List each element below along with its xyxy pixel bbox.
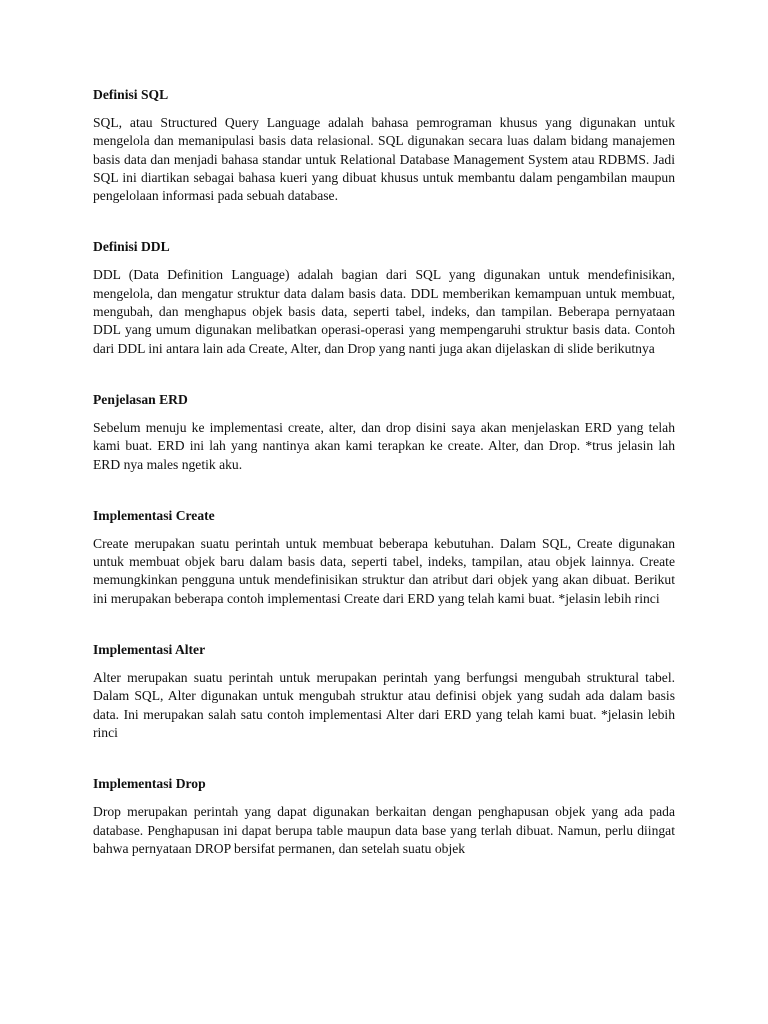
section-penjelasan-erd	[93, 391, 675, 474]
section-paragraph: SQL, atau Structured Query Language adalah bahasa pemrograman khusus yang digunakan untuk mengelola dan memanipulasi basis data relasional. SQL digunakan secara luas dalam bidang manajemen basis data dan menjadi bahasa standar untuk Relational Database Management System atau RDBMS. Jadi SQL ini diartikan sebagai bahasa kueri yang dibuat khusus untuk membantu dalam pengambilan maupun pengelolaan informasi pada sebuah database.	[93, 115, 675, 204]
section-implementasi-create	[93, 507, 675, 608]
section-heading: Implementasi Alter	[93, 642, 206, 658]
section-heading: Definisi DDL	[93, 239, 170, 255]
section-heading: Definisi SQL	[93, 87, 169, 102]
document-page	[93, 86, 675, 891]
section-paragraph: Create merupakan suatu perintah untuk membuat beberapa kebutuhan. Dalam SQL, Create digunakan untuk membuat objek baru dalam basis data, seperti tabel, indeks, tampilan, atau objek lainnya. Create memungkinkan pengguna untuk mendefinisikan struktur dan atribut dari objek yang akan dibuat. Berikut ini merupakan beberapa contoh implementasi Create dari ERD yang telah kami buat. *jelasin lebih rinci	[93, 535, 675, 606]
section-paragraph: DDL (Data Definition Language) adalah bagian dari SQL yang digunakan untuk mendefinisikan, mengelola, dan mengatur struktur data dalam basis data. DDL memberikan kemampuan untuk membuat, mengubah, dan menghapus objek basis data, seperti tabel, indeks, dan tampilan. Beberapa pernyataan DDL yang umum digunakan melibatkan operasi-operasi yang mempengaruhi struktur basis data. Contoh dari DDL ini antara lain ada Create, Alter, dan Drop yang nanti juga akan dijelaskan di slide berikutnya	[93, 267, 675, 356]
section-implementasi-alter	[93, 641, 675, 742]
section-heading: Implementasi Drop	[93, 776, 206, 792]
section-heading: Implementasi Create	[93, 507, 215, 523]
section-definisi-sql	[93, 86, 675, 205]
section-paragraph: Sebelum menuju ke implementasi create, alter, dan drop disini saya akan menjelaskan ERD yang telah kami buat. ERD ini lah yang nantinya akan kami terapkan ke create. Alter, dan Drop. *trus jelasin lah ERD nya males ngetik aku.	[93, 419, 675, 472]
section-implementasi-drop	[93, 775, 675, 858]
section-paragraph: Alter merupakan suatu perintah untuk merupakan perintah yang berfungsi mengubah struktural tabel. Dalam SQL, Alter digunakan untuk mengubah struktur atau definisi objek yang sudah ada dalam basis data. Ini merupakan salah satu contoh implementasi Alter dari ERD yang telah kami buat. *jelasin lebih rinci	[93, 670, 675, 740]
section-definisi-ddl	[93, 238, 675, 357]
section-paragraph: Drop merupakan perintah yang dapat digunakan berkaitan dengan penghapusan objek yang ada pada database. Penghapusan ini dapat berupa table maupun data base yang terlah dibuat. Namun, perlu diingat bahwa pernyataan DROP bersifat permanen, dan setelah suatu objek	[93, 804, 675, 856]
section-heading: Penjelasan ERD	[93, 391, 188, 407]
